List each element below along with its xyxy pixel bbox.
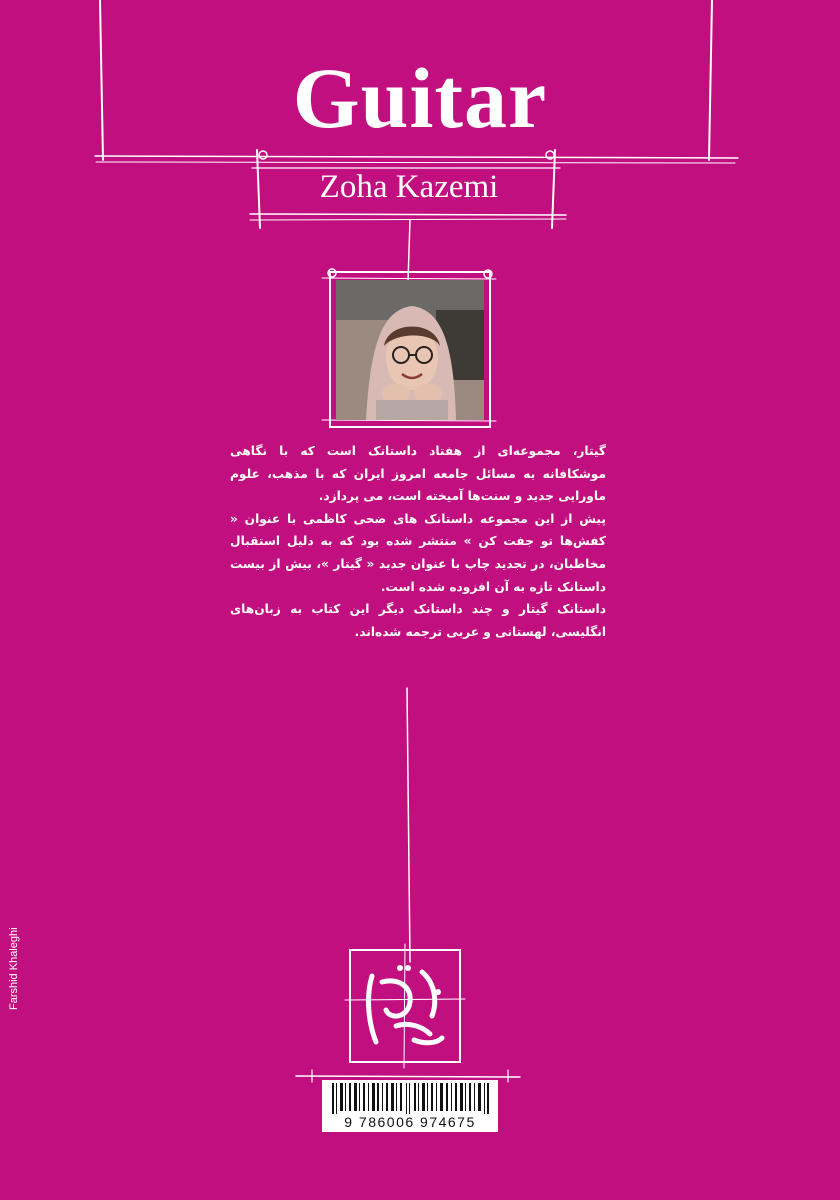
author-name: Zoha Kazemi <box>319 169 499 205</box>
isbn-number: 9 786006 974675 <box>344 1114 476 1130</box>
description-paragraph: داستانک گیتار و چند داستانک دیگر این کتاب به زبان‌های انگلیسی، لهستانی و عربی ترجمه شده‌اند. <box>230 602 606 639</box>
barcode-bars <box>322 1080 498 1114</box>
isbn-barcode <box>322 1080 498 1132</box>
designer-credit: Farshid Khaleghi <box>8 927 20 1010</box>
book-title: Guitar <box>292 50 548 146</box>
publisher-logo-icon <box>352 952 458 1060</box>
book-description <box>230 440 606 643</box>
author-portrait-icon <box>336 280 484 420</box>
description-paragraph: گیتار، مجموعه‌ای از هفتاد داستانک است که با نگاهی موشکافانه به مسائل جامعه امروز ایران که با مذهب، علوم ماورایی جدید و سنت‌ها آمیخته است، می پردازد. <box>230 444 606 504</box>
description-paragraph: پیش از این مجموعه داستانک های ضحی کاظمی با عنوان « کفش‌ها تو جفت کن » منتشر شده بود که به دلیل استقبال مخاطبان، در تجدید چاپ با عنوان جدید « گیتار »، بیش از بیست داستانک تازه به آن افزوده شده است. <box>230 511 606 594</box>
